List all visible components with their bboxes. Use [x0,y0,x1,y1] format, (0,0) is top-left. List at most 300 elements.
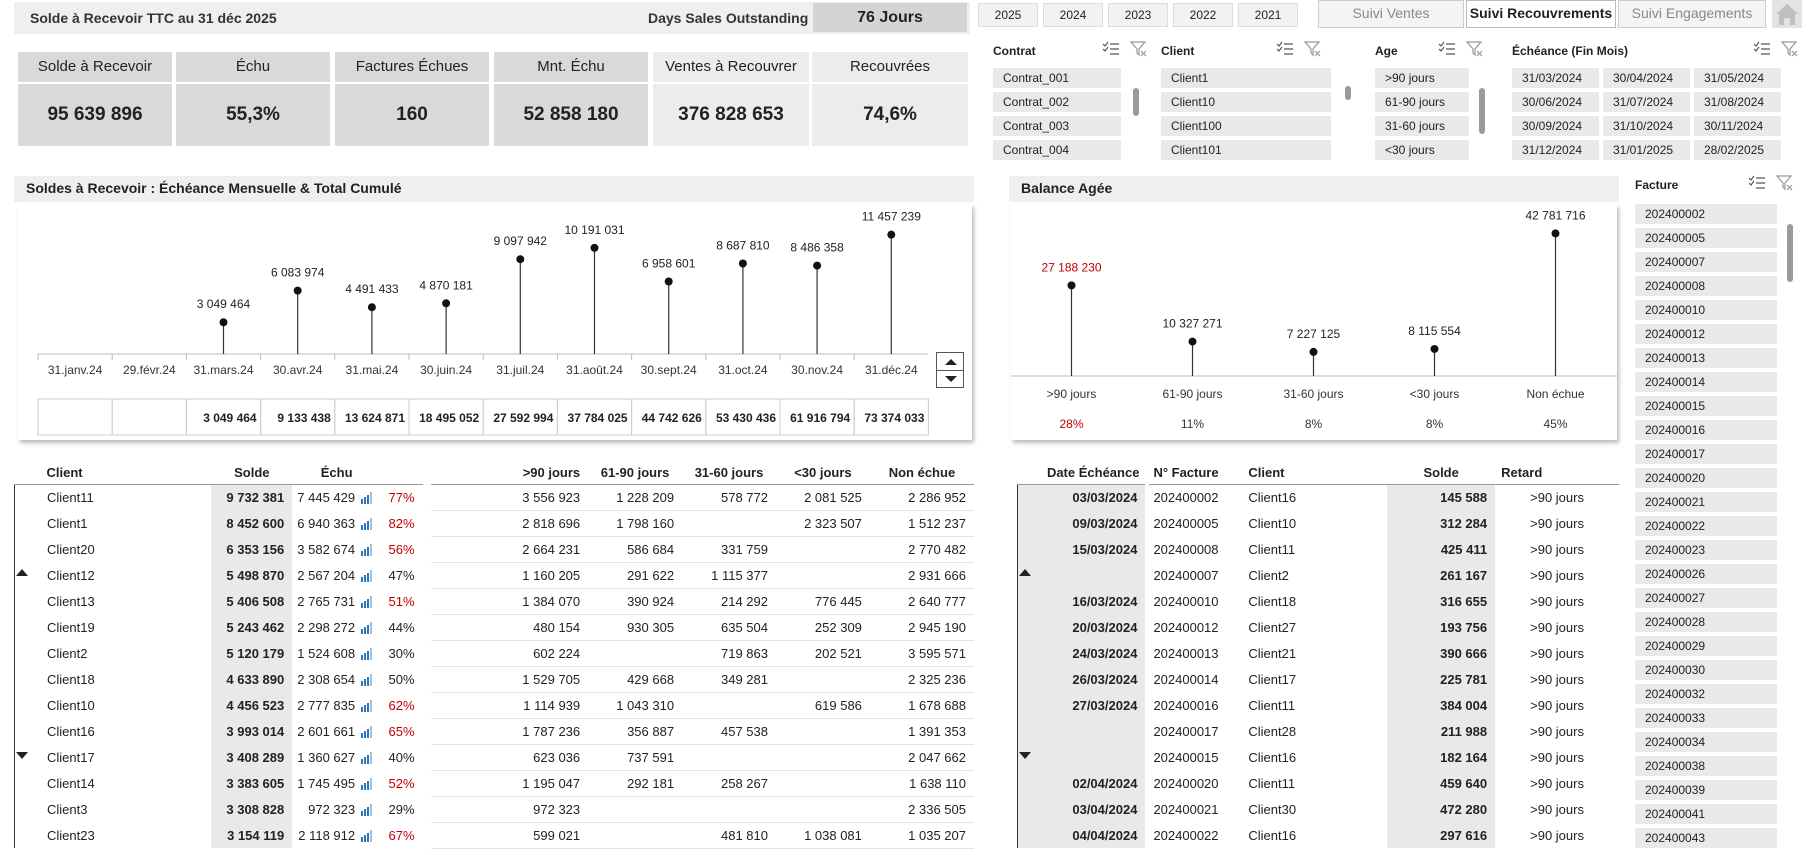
contrat-slicer-item[interactable]: Contrat_003 [993,116,1121,137]
nav-suivi-engagements[interactable]: Suivi Engagements [1618,0,1766,28]
echu-value: 2 765 731 [297,593,356,609]
percent-label: 28% [1059,417,1084,431]
table-cell: 719 863 [682,640,776,666]
invoice-cell: 20/03/2024 [1018,614,1148,640]
clear-filter-icon[interactable] [1303,40,1323,58]
table-cell: 292 181 [588,770,682,796]
clear-filter-icon[interactable] [1129,40,1149,58]
age-slicer-item[interactable]: <30 jours [1375,140,1469,161]
client-name: Client23 [15,822,212,848]
echu-value: 1 524 608 [297,645,356,661]
column-header[interactable]: Échu [292,462,381,484]
column-header[interactable]: >90 jours [427,462,589,484]
monthly-chart [18,204,972,440]
table-cell: 1 228 209 [588,484,682,510]
facture-slicer-item[interactable]: 202400032 [1635,684,1777,705]
lollipop-point [1189,338,1197,346]
echeance-slicer-title: Échéance (Fin Mois) [1512,44,1629,58]
invoice-cell [1018,744,1148,770]
bar-chart-icon [361,804,373,816]
facture-slicer-item[interactable]: 202400017 [1635,444,1777,465]
table-cell: 1 195 047 [427,770,589,796]
client-slicer-item[interactable]: Client101 [1161,140,1331,161]
cumulative-value: 13 624 871 [344,411,405,425]
bar-chart-icon [361,726,373,738]
table-cell: 429 668 [588,666,682,692]
echeance-slicer-item[interactable]: 31/03/2024 [1512,68,1599,89]
client-scrollbar[interactable] [1345,86,1351,100]
clear-filter-icon[interactable] [1775,174,1795,192]
table-cell: 3 308 828 [211,796,292,822]
table-cell: 1 638 110 [870,770,974,796]
facture-slicer-item[interactable]: 202400008 [1635,276,1777,297]
invoice-cell: >90 jours [1530,827,1584,843]
table-cell: 52% [388,775,415,791]
column-header[interactable]: Retard [1495,462,1619,484]
invoice-row[interactable] [1018,614,1620,640]
facture-slicer-item[interactable]: 202400041 [1635,804,1777,825]
table-cell: 972 323 [427,796,589,822]
x-tick-label: >90 jours [1046,387,1097,401]
table-cell: 2 664 231 [427,536,589,562]
data-label: 7 227 125 [1286,326,1341,341]
table-cell: 5 120 179 [211,640,292,666]
echu-value: 3 582 674 [297,541,356,557]
invoice-cell: >90 jours [1530,697,1584,713]
invoice-number: 202400015 [1153,749,1219,765]
column-header[interactable]: Date Échéance [1018,462,1148,484]
column-header[interactable]: N° Facture [1147,462,1242,484]
aged-chart-title: Balance Agée [1009,176,1619,202]
table-row[interactable] [15,822,975,848]
facture-slicer-item[interactable]: 202400021 [1635,492,1777,513]
age-slicer-item[interactable]: 61-90 jours [1375,92,1469,113]
table-cell: 776 445 [776,588,870,614]
table-row[interactable] [15,536,975,562]
x-tick-label: 30.sept.24 [640,363,697,377]
facture-slicer-item[interactable]: 202400026 [1635,564,1777,585]
table-row[interactable] [15,588,975,614]
invoice-cell [1018,718,1148,744]
echeance-slicer-item[interactable]: 30/06/2024 [1512,92,1599,113]
invoice-cell: >90 jours [1530,801,1584,817]
table-cell: 258 267 [682,770,776,796]
cumulative-value: 18 495 052 [419,411,480,425]
data-label: 8 486 358 [790,240,844,255]
table-cell: 47% [388,567,415,583]
invoice-cell [1018,562,1148,588]
table-cell: 599 021 [427,822,589,848]
year-button-2025[interactable]: 2025 [978,3,1038,27]
year-button-2021[interactable]: 2021 [1238,3,1298,27]
invoice-row[interactable] [1018,796,1620,822]
table-cell: 1 391 353 [870,718,974,744]
lollipop-point [1552,229,1560,237]
echeance-slicer-item[interactable]: 31/08/2024 [1694,92,1781,113]
client-name: Client2 [15,640,212,666]
invoice-cell: >90 jours [1530,489,1584,505]
column-header[interactable]: Client [1242,462,1387,484]
table-cell: 457 538 [682,718,776,744]
echu-value: 2 298 272 [297,619,356,635]
facture-slicer-item[interactable]: 202400030 [1635,660,1777,681]
table-cell: 56% [388,541,415,557]
table-cell: 8 452 600 [211,510,292,536]
client-name: Client18 [15,666,212,692]
invoice-scroll-up-icon[interactable] [1019,569,1031,576]
age-scrollbar[interactable] [1479,88,1485,134]
invoice-row[interactable] [1018,770,1620,796]
table-cell: 30% [388,645,415,661]
table-row[interactable] [15,510,975,536]
data-label: 9 097 942 [493,234,547,249]
facture-slicer-item[interactable]: 202400027 [1635,588,1777,609]
table-scroll-up-icon[interactable] [16,569,28,576]
table-cell [776,744,870,770]
column-header[interactable]: Solde [1387,462,1495,484]
invoice-row[interactable] [1018,484,1620,510]
facture-slicer-item[interactable]: 202400005 [1635,228,1777,249]
invoice-row[interactable] [1018,588,1620,614]
facture-slicer-item[interactable]: 202400002 [1635,204,1777,225]
table-cell [292,536,381,562]
lollipop-point [368,303,376,311]
data-label: 27 188 230 [1041,260,1102,275]
invoice-cell: 384 004 [1387,692,1495,718]
echeance-slicer-item[interactable]: 31/10/2024 [1603,116,1690,137]
invoice-cell: 193 756 [1387,614,1495,640]
table-row[interactable] [15,770,975,796]
facture-slicer-item[interactable]: 202400016 [1635,420,1777,441]
kpi-label: Ventes à Recouvrer [653,52,809,82]
invoice-cell: 04/04/2024 [1018,822,1148,848]
lollipop-point [739,260,747,268]
facture-slicer-item[interactable]: 202400013 [1635,348,1777,369]
scroll-down-icon[interactable] [945,376,957,382]
multi-select-icon[interactable] [1275,40,1295,58]
table-cell: 1 529 705 [427,666,589,692]
table-cell: 2 323 507 [776,510,870,536]
echu-value: 2 601 661 [297,723,356,739]
scroll-up-icon[interactable] [945,359,957,365]
table-cell: 586 684 [588,536,682,562]
table-row[interactable] [15,796,975,822]
contrat-scrollbar[interactable] [1133,88,1139,116]
invoice-cell: >90 jours [1530,567,1584,583]
table-cell: 2 336 505 [870,796,974,822]
table-cell [588,822,682,848]
invoice-cell: 15/03/2024 [1018,536,1148,562]
table-cell [292,640,381,666]
age-slicer-item[interactable]: 31-60 jours [1375,116,1469,137]
invoice-cell: >90 jours [1530,541,1584,557]
kpi-label: Échu [176,52,330,82]
client-slicer-item[interactable]: Client100 [1161,116,1331,137]
monthly-chart-title: Soldes à Recevoir : Échéance Mensuelle & Total Cumulé [14,176,974,202]
echeance-slicer-item[interactable]: 30/11/2024 [1694,116,1781,137]
table-cell [588,640,682,666]
data-label: 8 687 810 [716,238,770,253]
echeance-slicer-item[interactable]: 31/05/2024 [1694,68,1781,89]
invoice-cell: 261 167 [1387,562,1495,588]
table-cell [292,692,381,718]
table-scroll-down-icon[interactable] [16,752,28,759]
echu-value: 1 360 627 [297,749,356,765]
table-row[interactable] [15,744,975,770]
home-icon[interactable] [1772,0,1802,28]
table-row[interactable] [15,562,975,588]
echeance-slicer-item[interactable]: 30/04/2024 [1603,68,1690,89]
facture-slicer-item[interactable]: 202400007 [1635,252,1777,273]
table-row[interactable] [15,614,975,640]
clear-filter-icon[interactable] [1465,40,1485,58]
cumulative-value: 27 592 994 [493,411,554,425]
year-button-2022[interactable]: 2022 [1173,3,1233,27]
table-cell: 2 047 662 [870,744,974,770]
multi-select-icon[interactable] [1101,40,1121,58]
clear-filter-icon[interactable] [1780,40,1800,58]
invoice-number: 202400007 [1153,567,1219,583]
client-name: Client13 [15,588,212,614]
invoice-row[interactable] [1018,692,1620,718]
invoice-cell: >90 jours [1530,671,1584,687]
facture-slicer-item[interactable]: 202400029 [1635,636,1777,657]
cumulative-value: 61 916 794 [790,411,851,425]
invoice-row[interactable] [1018,510,1620,536]
invoice-cell: 24/03/2024 [1018,640,1148,666]
x-tick-label: 31.janv.24 [47,363,103,377]
echu-value: 2 308 654 [297,671,356,687]
table-cell: 3 993 014 [211,718,292,744]
invoice-number: 202400002 [1153,489,1219,505]
x-tick-label: 31-60 jours [1283,387,1344,401]
facture-slicer-item[interactable]: 202400014 [1635,372,1777,393]
lollipop-point [294,287,302,295]
invoice-cell: >90 jours [1530,775,1584,791]
facture-slicer-item[interactable]: 202400028 [1635,612,1777,633]
kpi-label: Solde à Recevoir [18,52,172,82]
age-slicer-item[interactable]: >90 jours [1375,68,1469,89]
invoice-cell: 145 588 [1387,484,1495,510]
invoice-cell: 425 411 [1387,536,1495,562]
table-cell [292,822,381,848]
table-cell: 1 787 236 [427,718,589,744]
table-cell: 737 591 [588,744,682,770]
nav-suivi-ventes[interactable]: Suivi Ventes [1318,0,1464,28]
echu-value: 972 323 [308,801,356,817]
x-tick-label: 29.févr.24 [122,363,176,377]
echeance-slicer-item[interactable]: 28/02/2025 [1694,140,1781,161]
invoice-cell: Client16 [1248,489,1297,505]
data-label: 4 870 181 [419,278,473,293]
column-header[interactable]: Client [15,462,212,484]
lollipop-point [1310,348,1318,356]
contrat-slicer-item[interactable]: Contrat_004 [993,140,1121,161]
contrat-slicer-item[interactable]: Contrat_001 [993,68,1121,89]
facture-slicer-item[interactable]: 202400043 [1635,828,1777,849]
table-cell: 5 243 462 [211,614,292,640]
echeance-slicer-item[interactable]: 30/09/2024 [1512,116,1599,137]
invoice-row[interactable] [1018,822,1620,848]
invoice-cell: >90 jours [1530,515,1584,531]
table-row[interactable] [15,692,975,718]
bar-chart-icon [361,492,373,504]
invoice-row[interactable] [1018,718,1620,744]
echu-value: 7 445 429 [297,489,356,505]
kpi-label: Factures Échues [335,52,489,82]
echeance-slicer-item[interactable]: 31/07/2024 [1603,92,1690,113]
multi-select-icon[interactable] [1752,40,1772,58]
table-row[interactable] [15,666,975,692]
invoice-row[interactable] [1018,666,1620,692]
dso-label: Days Sales Outstanding [648,10,809,26]
table-row[interactable] [15,484,975,510]
client-name: Client17 [15,744,212,770]
invoice-cell: Client16 [1248,827,1297,843]
chart-scroll-spinner[interactable] [936,352,964,388]
table-cell: 3 154 119 [211,822,292,848]
table-cell [682,692,776,718]
multi-select-icon[interactable] [1437,40,1457,58]
table-cell: 3 595 571 [870,640,974,666]
client-name: Client1 [15,510,212,536]
invoice-row[interactable] [1018,744,1620,770]
aged-chart [1011,204,1617,440]
invoice-cell: >90 jours [1530,723,1584,739]
invoice-cell: 316 655 [1387,588,1495,614]
percent-label: 11% [1180,417,1205,431]
year-button-2024[interactable]: 2024 [1043,3,1103,27]
client-name: Client11 [15,484,212,510]
facture-slicer-item[interactable]: 202400015 [1635,396,1777,417]
lollipop-point [591,244,599,252]
year-button-2023[interactable]: 2023 [1108,3,1168,27]
column-header[interactable] [381,462,426,484]
data-label: 8 115 554 [1408,323,1461,338]
facture-slicer-item[interactable]: 202400020 [1635,468,1777,489]
facture-slicer-item[interactable]: 202400033 [1635,708,1777,729]
invoice-cell: >90 jours [1530,619,1584,635]
table-cell: 51% [388,593,415,609]
column-header[interactable]: <30 jours [776,462,870,484]
invoice-cell: 26/03/2024 [1018,666,1148,692]
table-cell: 331 759 [682,536,776,562]
table-cell: 623 036 [427,744,589,770]
bar-chart-icon [361,648,373,660]
invoice-scroll-down-icon[interactable] [1019,752,1031,759]
facture-slicer-item[interactable]: 202400012 [1635,324,1777,345]
invoice-cell: 459 640 [1387,770,1495,796]
table-cell: 50% [388,671,415,687]
table-cell: 1 512 237 [870,510,974,536]
data-label: 6 083 974 [271,265,325,280]
percent-label: 45% [1543,417,1568,431]
echu-value: 2 118 912 [298,827,356,843]
table-cell [292,614,381,640]
invoice-cell: Client21 [1248,645,1297,661]
lollipop-point [220,318,228,326]
table-cell [292,510,381,536]
bar-chart-icon [361,700,373,712]
table-cell [292,588,381,614]
facture-slicer-item[interactable]: 202400023 [1635,540,1777,561]
invoice-row[interactable] [1018,536,1620,562]
facture-slicer-title: Facture [1635,178,1679,192]
table-cell [292,666,381,692]
facture-slicer-item[interactable]: 202400022 [1635,516,1777,537]
column-header[interactable]: Solde [211,462,292,484]
table-cell: 82% [388,515,415,531]
lollipop-point [813,262,821,270]
invoice-row[interactable] [1018,562,1620,588]
table-row[interactable] [15,718,975,744]
client-slicer-item[interactable]: Client10 [1161,92,1331,113]
facture-slicer-item[interactable]: 202400039 [1635,780,1777,801]
table-cell [292,796,381,822]
table-cell: 602 224 [427,640,589,666]
client-slicer-title: Client [1161,44,1195,58]
table-cell [292,562,381,588]
table-cell: 2 325 236 [870,666,974,692]
contrat-slicer-item[interactable]: Contrat_002 [993,92,1121,113]
column-header[interactable]: Non échue [870,462,974,484]
x-tick-label: 31.mai.24 [345,363,399,377]
invoice-number: 202400013 [1153,645,1219,661]
table-row[interactable] [15,640,975,666]
table-cell: 356 887 [588,718,682,744]
cumulative-value: 9 133 438 [277,411,331,425]
invoice-cell: 390 666 [1387,640,1495,666]
table-cell: 65% [388,723,415,739]
column-header[interactable]: 31-60 jours [682,462,776,484]
cumulative-value: 44 742 626 [641,411,702,425]
echeance-slicer-item[interactable]: 31/12/2024 [1512,140,1599,161]
facture-slicer-item[interactable]: 202400010 [1635,300,1777,321]
invoice-number: 202400017 [1153,723,1219,739]
table-cell [776,562,870,588]
table-cell: 40% [388,749,415,765]
table-cell: 2 286 952 [870,484,974,510]
table-cell: 202 521 [776,640,870,666]
x-tick-label: 31.oct.24 [718,363,768,377]
table-cell: 67% [388,827,415,843]
facture-slicer-item[interactable]: 202400038 [1635,756,1777,777]
multi-select-icon[interactable] [1747,174,1767,192]
table-cell: 44% [388,619,415,635]
client-slicer-item[interactable]: Client1 [1161,68,1331,89]
data-label: 10 327 271 [1162,316,1223,331]
table-cell: 635 504 [682,614,776,640]
table-cell [776,666,870,692]
table-header-row [15,462,975,484]
facture-scrollbar[interactable] [1787,224,1793,282]
nav-suivi-recouvrements[interactable]: Suivi Recouvrements [1466,0,1616,28]
column-header[interactable]: 61-90 jours [588,462,682,484]
kpi-value: 376 828 653 [653,84,809,146]
x-tick-label: 31.août.24 [566,363,623,377]
echeance-slicer-item[interactable]: 31/01/2025 [1603,140,1690,161]
bar-chart-icon [361,674,373,686]
invoice-row[interactable] [1018,640,1620,666]
facture-slicer-item[interactable]: 202400034 [1635,732,1777,753]
kpi-value: 95 639 896 [18,84,172,146]
invoice-cell: Client18 [1248,593,1297,609]
invoice-cell: 182 164 [1387,744,1495,770]
client-table-container [14,462,974,855]
table-cell: 349 281 [682,666,776,692]
invoice-cell: >90 jours [1530,749,1584,765]
cumulative-cell [38,399,112,435]
